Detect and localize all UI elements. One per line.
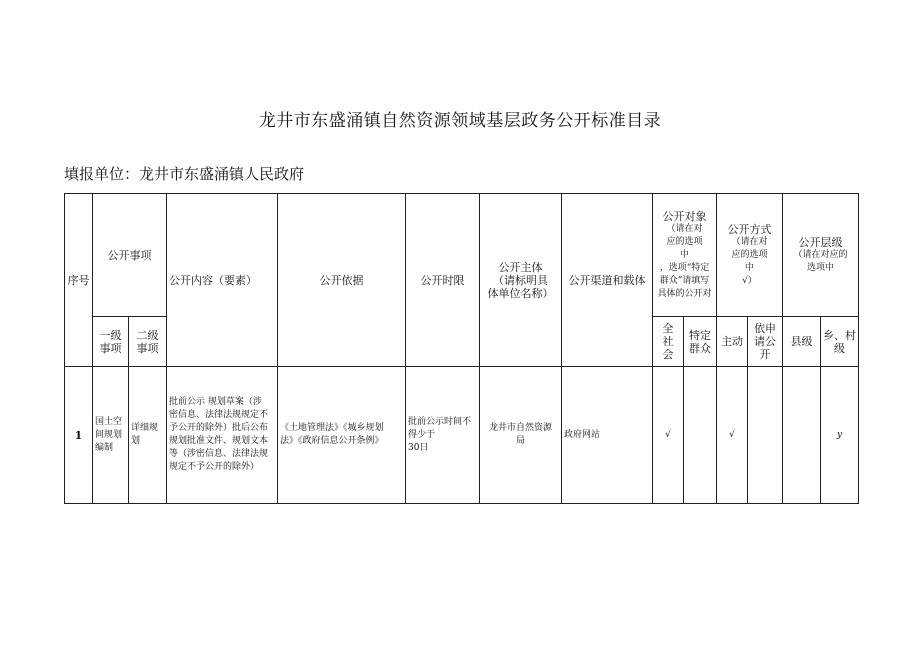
- row-level2: 详细规 划: [129, 367, 167, 504]
- header-method: [717, 194, 783, 317]
- row-subject: 龙井市自然资源 局: [480, 367, 562, 504]
- header-level-note: （请在对应的 选项中: [793, 249, 848, 273]
- row-seq: 1: [65, 367, 93, 504]
- header-target: [653, 194, 717, 317]
- row-target-all-check: √: [653, 367, 684, 504]
- header-target-title: 公开对象: [662, 209, 707, 223]
- document-title: 龙井市东盛涌镇自然资源领域基层政务公开标准目录: [258, 111, 662, 131]
- row-method-apply: [748, 367, 783, 504]
- header-target-note: （请在对 应的选项 中 ，选项“特定 群众”请填写 具体的公开对: [657, 223, 712, 299]
- header-public-item: 公开事项: [93, 194, 167, 317]
- header-method-active: 主动: [717, 317, 748, 367]
- row-content: 批前公示 规划草案（涉 密信息、法律法规规定不 予公开的除外）批后公布 规划批准文件、规划文本 等（涉密信息、法律法规 规定不予公开的除外）: [167, 367, 278, 504]
- row-level-town: y: [821, 367, 859, 504]
- header-level-town: 乡、村 级: [821, 317, 859, 367]
- header-content: 公开内容（要素）: [167, 194, 278, 367]
- header-method-note: （请在对 应的选项 中 √）: [731, 236, 768, 286]
- header-method-apply: 依申 请公 开: [748, 317, 783, 367]
- header-subject: 公开主体 （请标明具 体单位名称）: [480, 194, 562, 367]
- row-basis: 《土地管理法》《城乡规划 法》《政府信息公开条例》: [278, 367, 406, 504]
- header-time-limit: 公开时限: [406, 194, 480, 367]
- header-method-title: 公开方式: [727, 222, 772, 236]
- header-target-all: 全 社 会: [653, 317, 684, 367]
- header-channel: 公开渠道和载体: [562, 194, 653, 367]
- header-level: [783, 194, 859, 317]
- header-level2: 二级 事项: [129, 317, 167, 367]
- reporting-unit: 填报单位：龙井市东盛涌镇人民政府: [64, 165, 305, 183]
- row-time-limit: 批前公示时间不 得少于 30日: [406, 367, 480, 504]
- row-channel: 政府网站: [562, 367, 653, 504]
- header-seq: 序号: [65, 194, 93, 367]
- header-target-specific: 特定 群众: [684, 317, 717, 367]
- row-method-active-check: √: [717, 367, 748, 504]
- row-target-specific: [684, 367, 717, 504]
- catalog-table: [64, 193, 859, 504]
- header-row-1: [65, 194, 859, 317]
- header-level-county: 县级: [783, 317, 821, 367]
- header-level1: 一级 事项: [93, 317, 129, 367]
- row-level-county: [783, 367, 821, 504]
- row-level1: 国土空 间规划 编制: [93, 367, 129, 504]
- header-basis: 公开依据: [278, 194, 406, 367]
- header-level-title: 公开层级: [798, 235, 843, 249]
- table-row: [65, 367, 859, 504]
